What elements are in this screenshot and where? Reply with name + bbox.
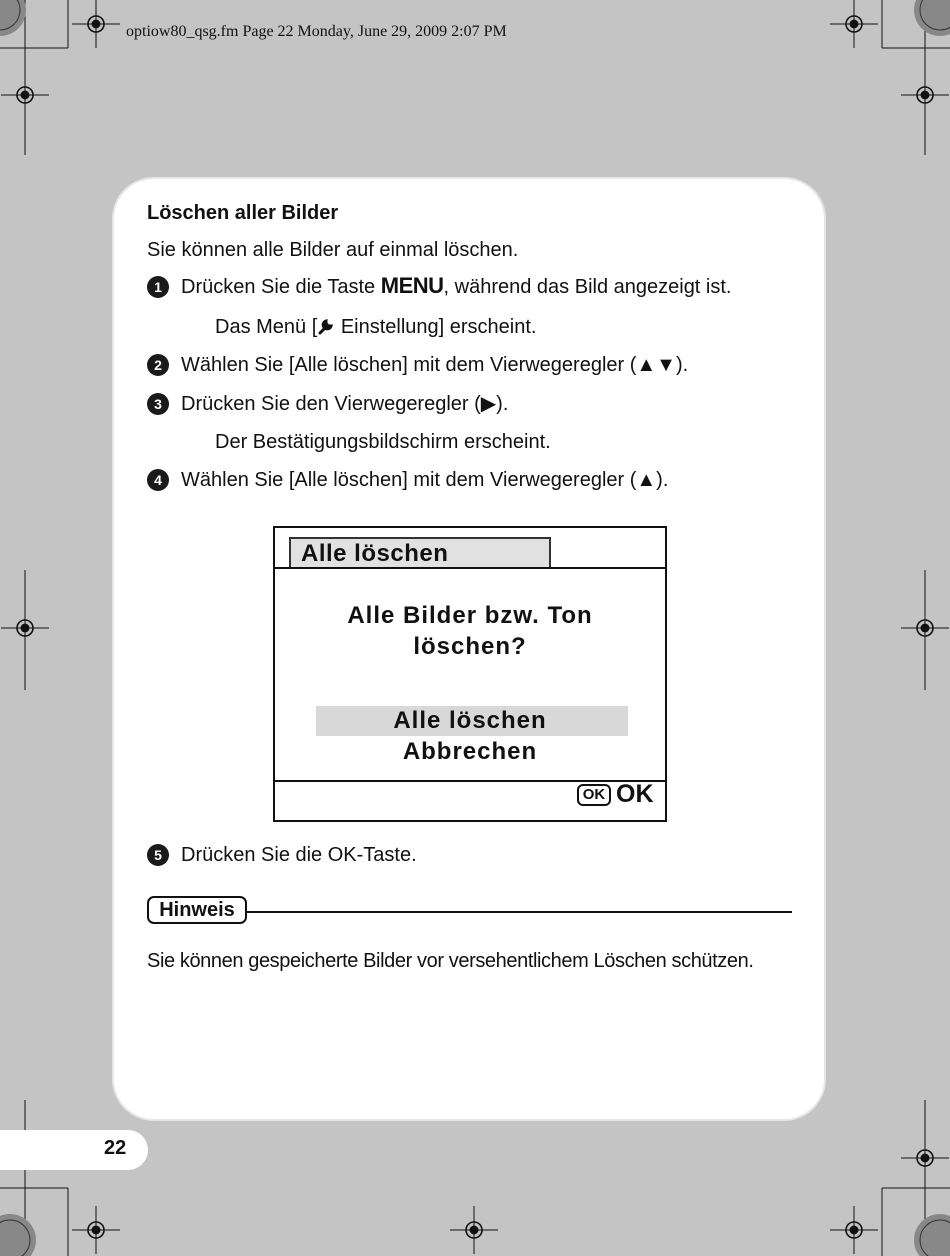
step-1-before: Drücken Sie die Taste	[181, 276, 381, 298]
page-number: 22	[104, 1137, 127, 1159]
note-text: Sie können gespeicherte Bilder vor versehentlichem Löschen schützen.	[147, 950, 754, 972]
option-delete-all[interactable]: Alle löschen	[393, 707, 547, 734]
wrench-icon	[317, 317, 335, 341]
section-intro: Sie können alle Bilder auf einmal löschen.	[147, 239, 519, 261]
step-number: 1	[147, 276, 169, 298]
step-1-note-after: Einstellung] erscheint.	[335, 316, 537, 338]
step-3-note: Der Bestätigungsbildschirm erscheint.	[215, 431, 551, 453]
step-5-text: Drücken Sie die OK-Taste.	[181, 844, 417, 866]
option-cancel[interactable]: Abbrechen	[402, 738, 538, 765]
screen-divider-top	[275, 567, 665, 569]
step-2-text: Wählen Sie [Alle löschen] mit dem Vierwegeregler (▲▼).	[181, 354, 689, 376]
step-4-text: Wählen Sie [Alle löschen] mit dem Vierwegeregler (▲).	[181, 469, 669, 491]
screen-question-line2: löschen?	[413, 633, 527, 660]
step-1-note	[215, 315, 537, 341]
step-3-text: Drücken Sie den Vierwegeregler (▶).	[181, 393, 509, 415]
step-number: 3	[147, 393, 169, 415]
screen-title: Alle löschen	[301, 540, 449, 567]
note-label: Hinweis	[147, 896, 247, 924]
ok-label[interactable]: OK	[616, 780, 654, 808]
print-header: optiow80_qsg.fm Page 22 Monday, June 29, 2009 2:07 PM	[126, 23, 507, 40]
camera-screen	[273, 526, 667, 822]
step-number: 5	[147, 844, 169, 866]
section-title: Löschen aller Bilder	[147, 202, 339, 224]
note-rule	[247, 911, 792, 913]
screen-question-line1: Alle Bilder bzw. Ton	[347, 602, 593, 629]
screen-divider-bottom	[275, 780, 665, 782]
step-1-text	[181, 274, 731, 299]
step-number: 4	[147, 469, 169, 491]
step-1-after: , während das Bild angezeigt ist.	[443, 276, 732, 298]
step-1-note-before: Das Menü [	[215, 316, 318, 338]
step-number: 2	[147, 354, 169, 376]
ok-button-icon: OK	[577, 784, 611, 806]
menu-key-label: MENU	[380, 273, 444, 298]
